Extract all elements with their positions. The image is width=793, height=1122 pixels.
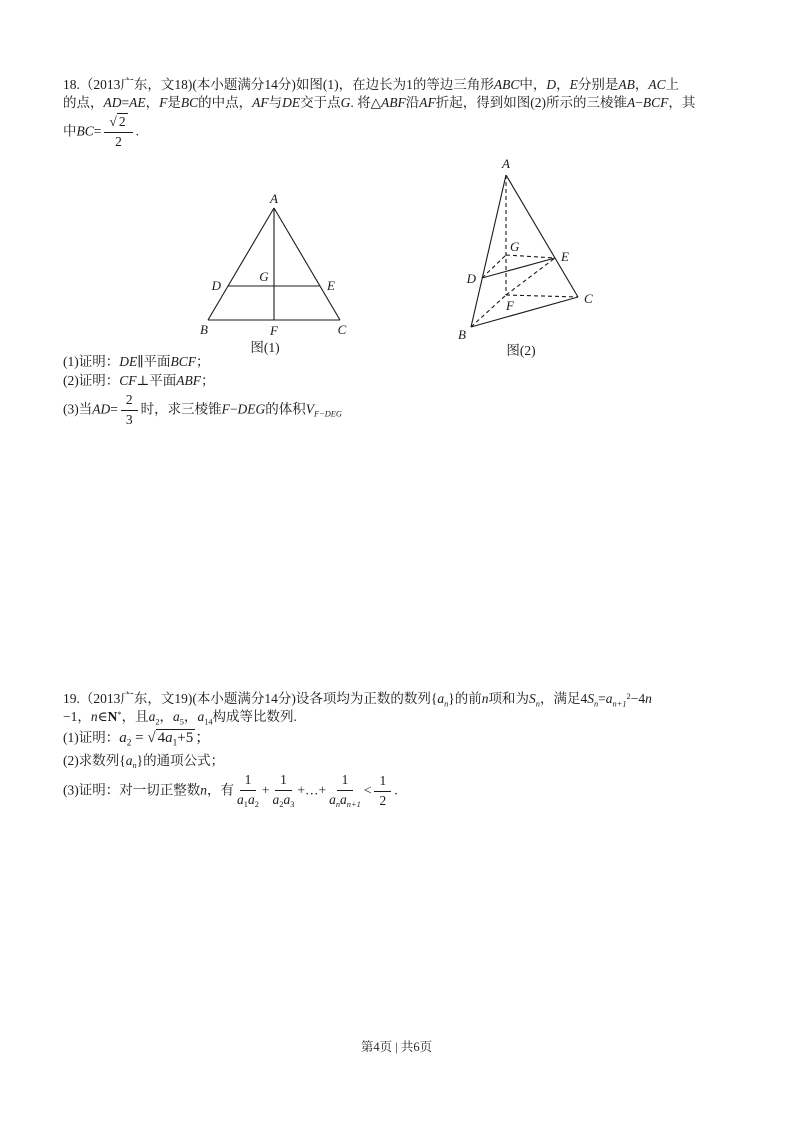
text-seg: 1 xyxy=(172,738,178,749)
text-seg: 1 xyxy=(379,772,387,788)
text-line xyxy=(63,76,679,94)
text-seg: a xyxy=(247,791,255,807)
figure-2-caption: 图(2) xyxy=(506,343,536,358)
text-seg: ABF xyxy=(381,95,406,110)
text-seg: 沿 xyxy=(405,95,420,110)
text-seg: (2)证明： xyxy=(63,373,120,388)
text-seg: a xyxy=(165,730,173,746)
text-seg: }的通项公式； xyxy=(136,753,225,768)
text-seg: a xyxy=(197,709,205,725)
text-seg: a xyxy=(340,791,347,807)
text-seg: (2)求数列{ xyxy=(63,753,126,768)
text-seg: BC xyxy=(76,123,94,139)
text-seg: = xyxy=(131,730,148,746)
text-seg: DEG xyxy=(237,401,266,417)
text-seg: 4 xyxy=(157,730,166,746)
edge-AB xyxy=(208,208,274,320)
text-seg: 2 xyxy=(115,133,122,149)
text-seg: (3)当 xyxy=(63,401,93,417)
text-seg: 中， xyxy=(519,77,547,92)
figure-1-diagram xyxy=(185,192,360,360)
text-seg: V xyxy=(305,401,314,417)
math-expression xyxy=(119,730,211,749)
text-seg: AF xyxy=(252,95,269,110)
text-seg: ， xyxy=(183,709,198,725)
text-seg: 1 xyxy=(244,772,252,787)
text-seg: 1 xyxy=(341,772,349,787)
text-seg: AD xyxy=(103,95,122,110)
text-seg: ，有 xyxy=(207,782,234,798)
text-seg: ∈ xyxy=(97,709,108,725)
text-seg: 18.（2013广东，文18)(本小题满分14分)如图(1)，在边长为1的等边三角形 xyxy=(63,77,494,92)
edge-AB xyxy=(471,175,506,327)
figure-2-labels xyxy=(458,156,593,342)
text-seg: 折起，得到如图(2)所示的三棱锥 xyxy=(435,95,628,110)
text-seg: (1)证明： xyxy=(63,730,120,745)
text-seg: 构成等比数列. xyxy=(212,709,297,725)
text-seg: = xyxy=(110,401,118,417)
text-seg: a xyxy=(173,709,180,725)
text-seg: 的中点， xyxy=(198,95,253,110)
text-seg: ； xyxy=(195,730,211,746)
text-seg: BCF xyxy=(170,354,196,369)
text-seg: − xyxy=(635,95,643,110)
edge-AC xyxy=(506,175,578,297)
text-seg: D xyxy=(546,77,557,92)
vertex-label-e: E xyxy=(561,249,569,264)
text-seg: 1 xyxy=(280,772,287,787)
formula-line xyxy=(63,729,210,753)
text-line xyxy=(63,94,695,112)
page-number-footer: 第4页 | 共6页 xyxy=(360,1040,433,1054)
text-seg: ，满足4 xyxy=(539,691,588,707)
text-seg: ； xyxy=(200,373,215,388)
vertex-label-g: G xyxy=(510,239,520,254)
text-seg: 分别是 xyxy=(577,77,619,92)
text-seg: ，且 xyxy=(121,709,149,725)
figure-1-caption: 图(1) xyxy=(250,340,280,355)
text-seg: n xyxy=(335,800,341,810)
text-seg: S xyxy=(529,691,536,707)
vertex-label-e: E xyxy=(327,278,335,293)
text-seg: AF xyxy=(419,95,436,110)
text-seg: a xyxy=(437,691,445,707)
text-seg: a xyxy=(283,791,291,807)
text-seg: ABC xyxy=(493,77,520,92)
fraction xyxy=(329,772,361,811)
text-seg: (3)证明：对一切正整数 xyxy=(63,782,201,798)
text-seg: BCF xyxy=(642,95,669,110)
text-seg: F−DEG xyxy=(314,409,342,419)
text-seg: 时，求三棱锥 xyxy=(140,401,222,417)
text-seg: * xyxy=(117,710,122,719)
text-seg: = xyxy=(598,691,606,707)
text-seg: . xyxy=(135,123,139,139)
fraction xyxy=(121,392,138,429)
text-seg: −1， xyxy=(63,709,91,725)
text-seg: 3 xyxy=(125,411,133,427)
text-seg: n xyxy=(593,699,599,709)
figure-1-labels xyxy=(200,191,347,338)
text-seg: N xyxy=(107,709,118,725)
formula-line xyxy=(63,114,139,151)
text-seg: G xyxy=(340,95,351,110)
formula-line xyxy=(63,772,398,811)
text-seg: 的点， xyxy=(63,95,104,110)
fraction xyxy=(104,114,132,151)
text-seg: 2 xyxy=(379,792,387,808)
text-seg: 2 xyxy=(626,692,631,701)
vertex-label-d: D xyxy=(211,278,221,293)
radical: √ $4a_1+5$ xyxy=(147,730,194,749)
text-seg: . xyxy=(394,782,398,798)
edge-AC xyxy=(274,208,340,320)
text-seg: ， xyxy=(145,95,160,110)
text-seg: 5 xyxy=(179,717,184,727)
text-seg: 上 xyxy=(665,77,680,92)
text-seg: 2 xyxy=(279,800,284,810)
text-seg: ∥平面 xyxy=(137,354,171,369)
text-seg: BC xyxy=(180,95,199,110)
vertex-label-c: C xyxy=(584,291,593,306)
vertex-label-f: F xyxy=(270,323,278,338)
text-seg: A xyxy=(627,95,636,110)
vertex-label-a: A xyxy=(502,156,510,171)
text-seg: (1)证明： xyxy=(63,354,120,369)
text-seg: a xyxy=(148,709,156,725)
text-seg: F xyxy=(159,95,168,110)
text-seg: n xyxy=(645,691,652,707)
text-seg: ABF xyxy=(176,373,201,388)
text-seg: − xyxy=(229,401,238,417)
text-seg: +5 xyxy=(177,730,194,746)
text-seg: 的体积 xyxy=(265,401,306,417)
text-seg: n xyxy=(90,709,98,725)
vertex-label-f: F xyxy=(506,298,514,313)
text-seg: = xyxy=(121,95,130,110)
text-seg: n xyxy=(481,691,489,707)
text-seg: DE xyxy=(282,95,301,110)
text-seg: . 将△ xyxy=(350,95,382,110)
text-line xyxy=(63,372,214,390)
formula-line xyxy=(63,392,342,429)
fraction xyxy=(237,772,259,811)
text-seg: AC xyxy=(648,77,666,92)
text-seg: +…+ xyxy=(297,782,327,798)
text-line xyxy=(63,353,210,371)
vertex-label-g: G xyxy=(259,269,269,284)
text-seg: 14 xyxy=(204,717,213,727)
text-line xyxy=(63,706,297,731)
edge-FC-hidden xyxy=(506,295,578,297)
text-seg: n+1 xyxy=(346,800,361,810)
text-seg: a xyxy=(237,791,244,807)
text-seg: 3 xyxy=(290,800,295,810)
text-seg: 项和为 xyxy=(488,691,530,707)
text-seg: 2 xyxy=(118,114,126,129)
text-seg: a xyxy=(272,791,280,807)
text-seg: = xyxy=(93,123,102,139)
text-seg: 2 xyxy=(126,738,132,749)
text-seg: n xyxy=(444,699,449,709)
text-seg: ， xyxy=(556,77,570,92)
segment-GE-hidden xyxy=(506,255,555,258)
text-seg: a xyxy=(119,730,127,746)
text-seg: < xyxy=(363,782,372,798)
text-seg: a xyxy=(125,753,133,768)
text-seg: AB xyxy=(618,77,635,92)
text-seg: ⊥平面 xyxy=(136,373,177,388)
fraction xyxy=(374,773,391,810)
text-seg: E xyxy=(569,77,578,92)
text-seg: }的前 xyxy=(448,691,482,707)
text-seg: ，其 xyxy=(668,95,696,110)
vertex-label-a: A xyxy=(270,191,278,206)
figure-2-diagram xyxy=(438,155,630,360)
text-seg: 是 xyxy=(167,95,181,110)
text-seg: n+1 xyxy=(612,699,627,709)
vertex-label-b: B xyxy=(458,327,466,342)
radical: √ 2 xyxy=(109,114,126,129)
text-seg: ， xyxy=(159,709,173,725)
text-seg: 中 xyxy=(63,123,77,139)
text-seg: S xyxy=(587,691,594,707)
text-seg: 1 xyxy=(243,800,248,810)
text-seg: F xyxy=(221,401,230,417)
vertex-label-d: D xyxy=(466,271,476,286)
figure-1-edges xyxy=(208,208,340,320)
text-seg: 交于点 xyxy=(300,95,341,110)
text-seg: 2 xyxy=(254,800,259,810)
vertex-label-b: B xyxy=(200,322,208,337)
text-seg: 19.（2013广东，文19)(本小题满分14分)设各项均为正数的数列{ xyxy=(63,691,438,707)
text-seg: AD xyxy=(92,401,111,417)
text-seg: n xyxy=(200,782,207,798)
fraction xyxy=(273,772,295,811)
text-seg: −4 xyxy=(630,691,646,707)
text-seg: a xyxy=(329,791,336,807)
text-seg: 2 xyxy=(125,392,133,407)
text-seg: 2 xyxy=(155,717,160,727)
text-seg: ， xyxy=(634,77,649,92)
text-seg: AE xyxy=(129,95,146,110)
text-seg: n xyxy=(535,699,540,709)
item-label xyxy=(63,730,119,745)
text-seg: + xyxy=(261,782,270,798)
vertex-label-c: C xyxy=(337,322,347,337)
text-seg: a xyxy=(605,691,613,707)
text-seg: n xyxy=(132,761,137,771)
segment-FE-hidden xyxy=(506,258,555,295)
text-seg: DE xyxy=(119,354,138,369)
text-seg: ； xyxy=(196,354,210,369)
text-seg: CF xyxy=(119,373,137,388)
text-seg: 与 xyxy=(268,95,283,110)
